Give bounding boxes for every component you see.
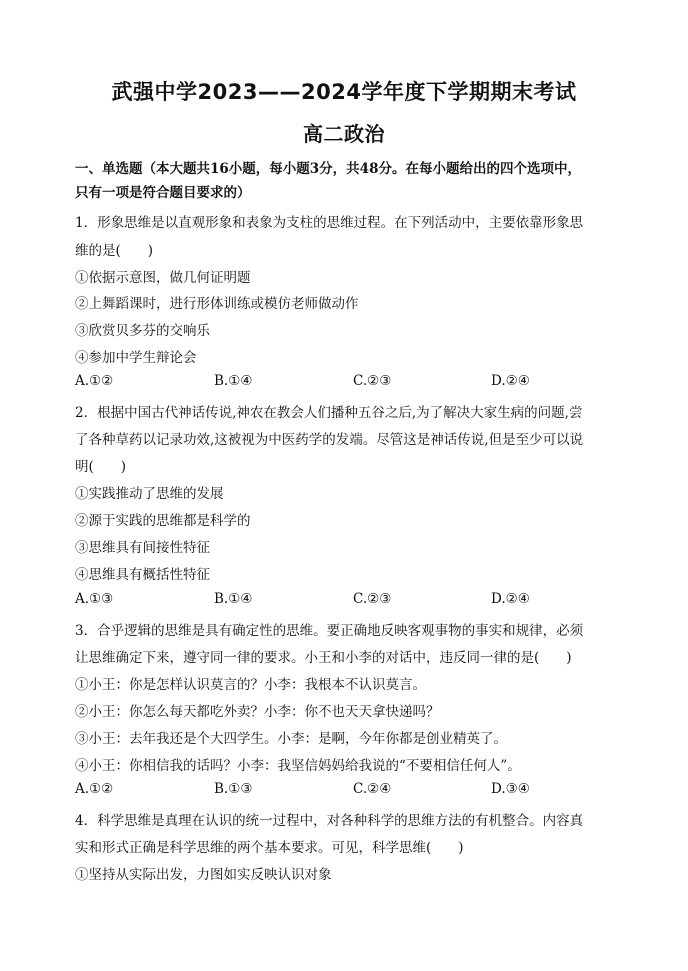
question-2-stem: 明( ) (75, 459, 127, 475)
question-4-item: ①坚持从实际出发，力图如实反映认识对象 (75, 867, 332, 883)
option-b[interactable]: B.①④ (214, 591, 253, 607)
question-1-item: ④参加中学生辩论会 (75, 350, 197, 366)
question-2-item: ②源于实践的思维都是科学的 (75, 513, 251, 529)
question-2-stem: 了各种草药以记录功效,这被视为中医药学的发端。尽管这是神话传说,但是至少可以说 (75, 432, 584, 448)
option-d[interactable]: D.②④ (491, 373, 530, 389)
option-b[interactable]: B.①④ (214, 373, 253, 389)
question-3-stem: 3．合乎逻辑的思维是具有确定性的思维。要正确地反映客观事物的事实和规律，必须 (75, 623, 584, 639)
section-heading-line: 一、单选题（本大题共16小题，每小题3分，共48分。在每小题给出的四个选项中， (75, 161, 581, 177)
question-1-stem: 1．形象思维是以直观形象和表象为支柱的思维过程。在下列活动中，主要依靠形象思 (75, 215, 584, 231)
option-c[interactable]: C.②③ (353, 591, 392, 607)
question-3-item: ②小王：你怎么每天都吃外卖？小李：你不也天天拿快递吗？ (75, 704, 440, 720)
question-1-stem: 维的是( ) (75, 243, 154, 259)
question-3-options (75, 781, 620, 803)
option-a[interactable]: A.①③ (75, 591, 114, 607)
section-heading-line: 只有一项是符合题目要求的） (75, 185, 251, 201)
option-a[interactable]: A.①② (75, 781, 114, 797)
question-1-options (75, 373, 620, 395)
question-3-item: ③小王：去年我还是个大四学生。小李：是啊，今年你都是创业精英了。 (75, 731, 507, 747)
question-2-item: ①实践推动了思维的发展 (75, 486, 224, 502)
question-2-stem: 2．根据中国古代神话传说,神农在教会人们播种五谷之后,为了解决大家生病的问题,尝 (75, 405, 583, 421)
option-d[interactable]: D.②④ (491, 591, 530, 607)
question-2-item: ④思维具有概括性特征 (75, 567, 210, 583)
question-2-options (75, 591, 620, 613)
exam-title: 武强中学2023——2024学年度下学期期末考试 (111, 80, 577, 104)
question-3-item: ①小王：你是怎样认识莫言的？小李：我根本不认识莫言。 (75, 677, 426, 693)
option-a[interactable]: A.①② (75, 373, 114, 389)
option-b[interactable]: B.①③ (214, 781, 253, 797)
question-1-item: ②上舞蹈课时，进行形体训练或模仿老师做动作 (75, 296, 359, 312)
question-2-item: ③思维具有间接性特征 (75, 540, 210, 556)
question-1-item: ①依据示意图，做几何证明题 (75, 270, 251, 286)
question-4-stem: 4．科学思维是真理在认识的统一过程中，对各种科学的思维方法的有机整合。内容真 (75, 813, 584, 829)
question-3-stem: 让思维确定下来，遵守同一律的要求。小王和小李的对话中，违反同一律的是( ) (75, 650, 572, 666)
option-c[interactable]: C.②④ (353, 781, 392, 797)
question-4-stem: 实和形式正确是科学思维的两个基本要求。可见，科学思维( ) (75, 840, 464, 856)
option-d[interactable]: D.③④ (491, 781, 530, 797)
section-heading (75, 157, 620, 205)
option-c[interactable]: C.②③ (353, 373, 392, 389)
question-1-item: ③欣赏贝多芬的交响乐 (75, 323, 210, 339)
question-3-item: ④小王：你相信我的话吗？小李：我坚信妈妈给我说的“不要相信任何人”。 (75, 758, 521, 774)
exam-subject: 高二政治 (303, 122, 385, 146)
